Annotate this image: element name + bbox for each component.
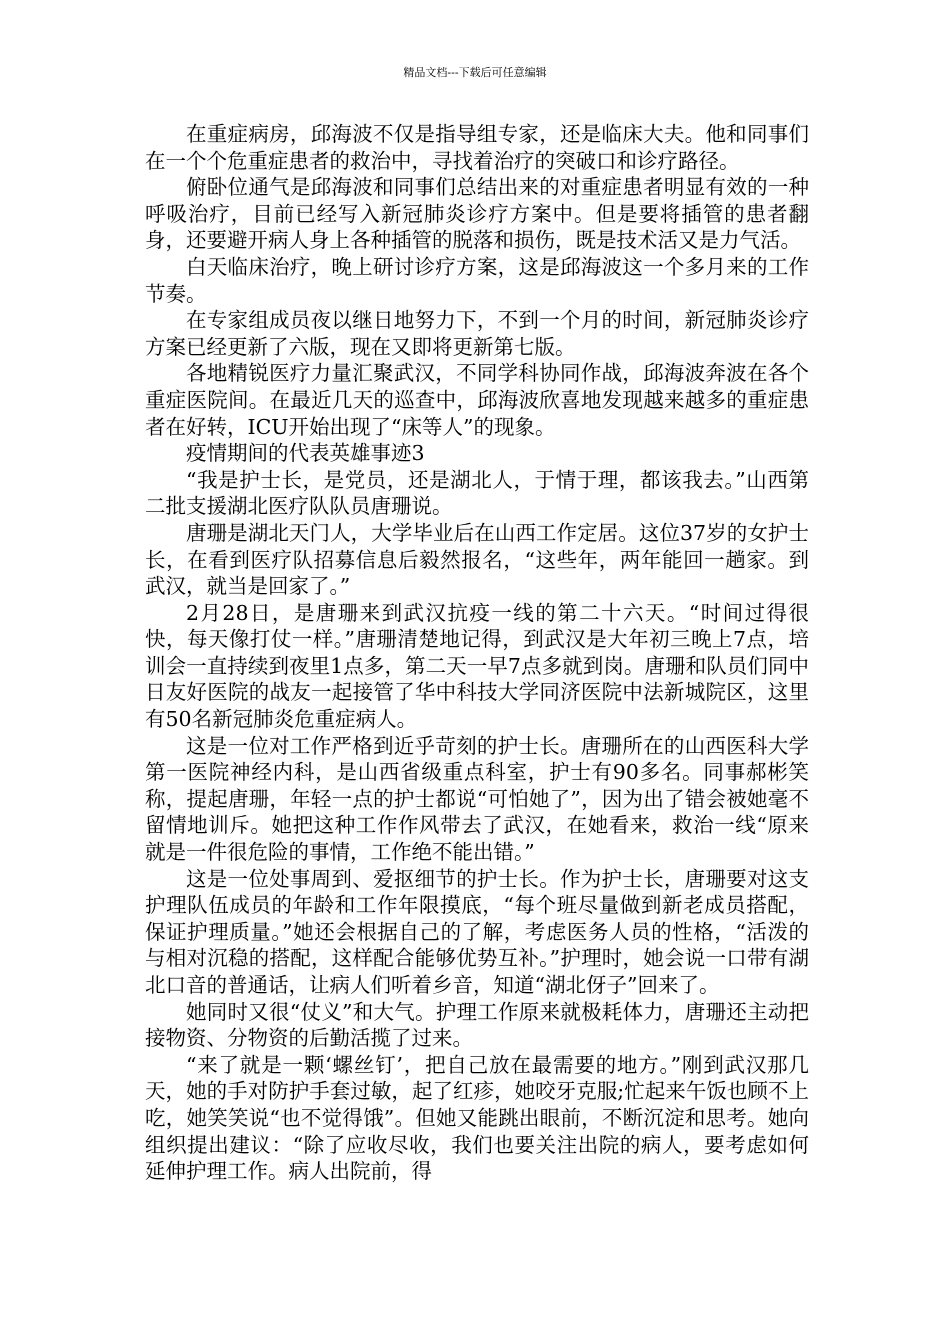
paragraph: 这是一位对工作严格到近乎苛刻的护士长。唐珊所在的山西医科大学第一医院神经内科，是山西省级重点科室，护士有90多名。同事郝彬笑称，提起唐珊，年轻一点的护士都说“可怕她了”，因为出了错会被她毫不留情地训斥。她把这种工作作风带去了武汉，在她看来，救治一线“原来就是一件很危险的事情，工作绝不能出错。” xyxy=(145,733,809,865)
paragraph: 白天临床治疗，晚上研讨诊疗方案，这是邱海波这一个多月来的工作节奏。 xyxy=(145,254,809,306)
paragraph: 在重症病房，邱海波不仅是指导组专家，还是临床大夫。他和同事们在一个个危重症患者的救治中，寻找着治疗的突破口和诊疗路径。 xyxy=(145,122,809,173)
page-header: 精品文档---下载后可任意编辑 xyxy=(403,66,547,79)
paragraph: 在专家组成员夜以继日地努力下，不到一个月的时间，新冠肺炎诊疗方案已经更新了六版，现在又即将更新第七版。 xyxy=(145,308,809,359)
paragraph: 唐珊是湖北天门人，大学毕业后在山西工作定居。这位37岁的女护士长，在看到医疗队招募信息后毅然报名，“这些年，两年能回一趟家。到武汉，就当是回家了。” xyxy=(145,520,809,599)
paragraph: 各地精锐医疗力量汇聚武汉，不同学科协同作战，邱海波奔波在各个重症医院间。在最近几天的巡查中，邱海波欣喜地发现越来越多的重症患者在好转，ICU开始出现了“床等人”的现象。 xyxy=(145,361,809,439)
document-body xyxy=(145,121,809,1185)
paragraph: 这是一位处事周到、爱抠细节的护士长。作为护士长，唐珊要对这支护理队伍成员的年龄和工作年限摸底，“每个班尽量做到新老成员搭配，保证护理质量。”她还会根据自己的了解，考虑医务人员的性格，“活泼的与相对沉稳的搭配，这样配合能够优势互补。”护理时，她会说一口带有湖北口音的普通话，让病人们听着乡音，知道“湖北伢子”回来了。 xyxy=(145,866,809,997)
paragraph: 她同时又很“仗义”和大气。护理工作原来就极耗体力，唐珊还主动把接物资、分物资的后勤活揽了过来。 xyxy=(145,999,809,1051)
paragraph: 2月28日，是唐珊来到武汉抗疫一线的第二十六天。“时间过得很快，每天像打仗一样。”唐珊清楚地记得，到武汉是大年初三晚上7点，培训会一直持续到夜里1点多，第二天一早7点多就到岗。唐珊和队员们同中日友好医院的战友一起接管了华中科技大学同济医院中法新城院区，这里有50名新冠肺炎危重症病人。 xyxy=(145,600,809,732)
section-heading: 疫情期间的代表英雄事迹3 xyxy=(186,441,425,466)
paragraph: “我是护士长，是党员，还是湖北人，于情于理，都该我去。”山西第二批支援湖北医疗队队员唐珊说。 xyxy=(145,467,809,519)
paragraph: 俯卧位通气是邱海波和同事们总结出来的对重症患者明显有效的一种呼吸治疗，目前已经写入新冠肺炎诊疗方案中。但是要将插管的患者翻身，还要避开病人身上各种插管的脱落和损伤，既是技术活又是力气活。 xyxy=(145,175,809,253)
paragraph: “来了就是一颗‘螺丝钉’，把自己放在最需要的地方。”刚到武汉那几天，她的手对防护手套过敏，起了红疹，她咬牙克服;忙起来午饭也顾不上吃，她笑笑说“也不觉得饿”。但她又能跳出眼前，不断沉淀和思考。她向组织提出建议：“除了应收尽收，我们也要关注出院的病人，要考虑如何延伸护理工作。病人出院前，得 xyxy=(145,1052,809,1184)
